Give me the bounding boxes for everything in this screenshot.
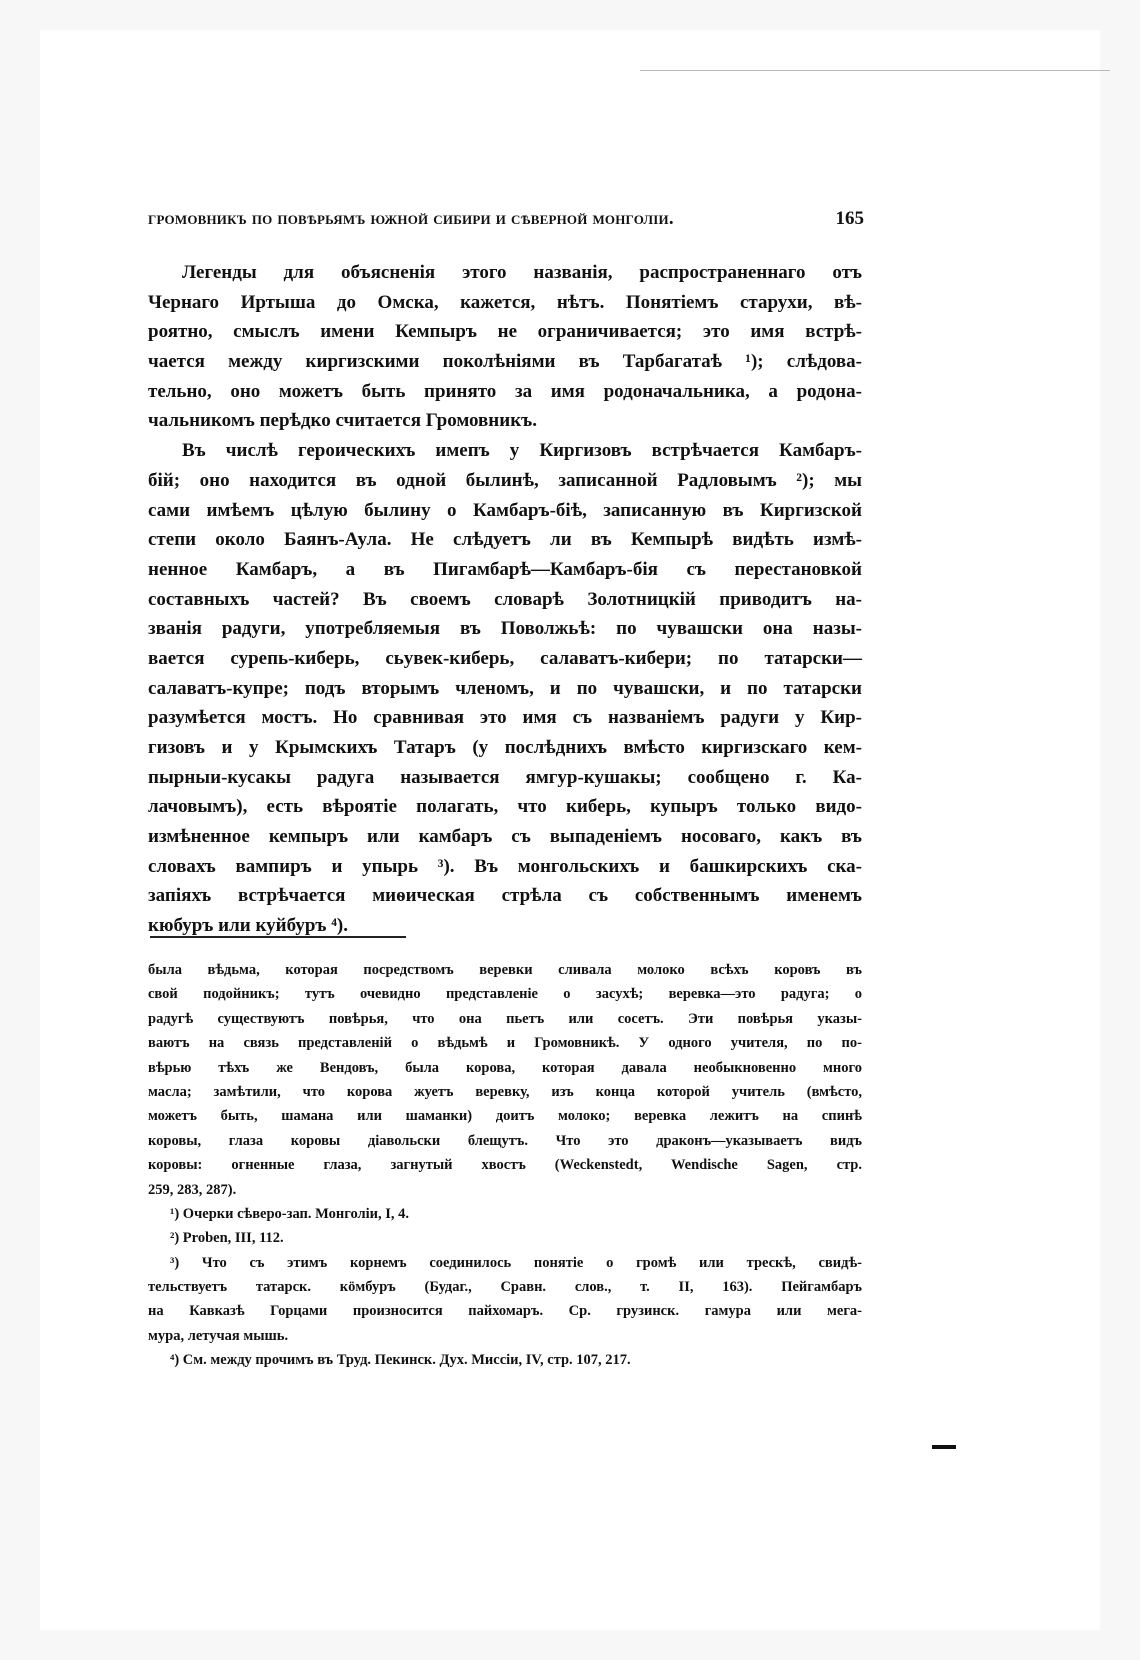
footnote-line: свой подойникъ; тутъ очевидно представленіе о засухѣ; веревка—это радуга; о xyxy=(148,986,862,1003)
running-header xyxy=(148,208,864,230)
running-title: громовникъ по повѣрьямъ южной сибири и сѣверной монголіи. xyxy=(148,208,674,229)
text-line: лачовымъ), есть вѣроятіе полагать, что киберь, купыръ только видо- xyxy=(148,796,862,818)
text-line: пырныи-кусакы радуга называется ямгур-кушакы; сообщено г. Ка- xyxy=(148,766,862,788)
text-line: словахъ вампиръ и упырь ³). Въ монгольскихъ и башкирскихъ ска- xyxy=(148,855,862,877)
footnote-4: ⁴) См. между прочимъ въ Труд. Пекинск. Дух. Миссіи, IV, стр. 107, 217. xyxy=(170,1352,631,1369)
text-line: салаватъ-купре; подъ вторымъ членомъ, и по чувашски, и по татарски xyxy=(148,677,862,699)
footnote-line: ваютъ на связь представленій о вѣдьмѣ и Громовникѣ. У одного учителя, по по- xyxy=(148,1035,862,1052)
text-line: запіяхъ встрѣчается миѳическая стрѣла съ собственнымъ именемъ xyxy=(148,885,862,907)
main-text xyxy=(148,258,862,941)
text-line: роятно, смыслъ имени Кемпыръ не ограничивается; это имя встрѣ- xyxy=(148,321,862,343)
text-line: тельно, оно можетъ быть принято за имя родоначальника, а родона- xyxy=(148,380,862,402)
footnote-2: ²) Proben, III, 112. xyxy=(170,1230,284,1247)
footnote-3: ³) Что съ этимъ корнемъ соединилось понятіе о громѣ или трескѣ, свидѣ- xyxy=(170,1254,862,1271)
text-line: гизовъ и у Крымскихъ Татаръ (у послѣднихъ вмѣсто киргизскаго кем- xyxy=(148,737,862,758)
footnote-separator xyxy=(150,936,406,938)
footnote-line: тельствуетъ татарск. кӧмбуръ (Будаг., Сравн. слов., т. II, 163). Пейгамбаръ xyxy=(148,1279,862,1296)
footnote-line: масла; замѣтили, что корова жуетъ веревку, изъ конца которой учитель (вмѣсто, xyxy=(148,1083,862,1100)
text-line: вается сурепь-киберь, сьувек-киберь, салаватъ-кибери; по татарски— xyxy=(148,647,862,669)
text-line: званія радуги, употребляемыя въ Поволжьѣ: по чувашски она назы- xyxy=(148,618,862,640)
text-line: Въ числѣ героическихъ имепъ у Киргизовъ встрѣчается Камбаръ- xyxy=(182,440,862,462)
text-line: разумѣется мостъ. Но сравнивая это имя съ названіемъ радуги у Кир- xyxy=(148,707,862,729)
footnote-line: радугѣ существуютъ повѣрья, что она пьетъ или сосетъ. Эти повѣрья указы- xyxy=(148,1010,862,1027)
text-line: чальникомъ перѣдко считается Громовникъ. xyxy=(148,410,537,432)
footnote-line: коровы, глаза коровы діавольски блещутъ. Что это драконъ—указываетъ видъ xyxy=(148,1132,862,1149)
footnote-line: можетъ быть, шамана или шаманки) доитъ молоко; веревка лежитъ на спинѣ xyxy=(148,1108,862,1125)
text-line: ненное Камбаръ, а въ Пигамбарѣ—Камбаръ-бія съ перестановкой xyxy=(148,558,862,580)
text-line: степи около Баянъ-Аула. Не слѣдуетъ ли въ Кемпырѣ видѣть измѣ- xyxy=(148,529,862,551)
text-line: чается между киргизскими поколѣніями въ Тарбагатаѣ ¹); слѣдова- xyxy=(148,351,862,373)
footnote-line: коровы: огненные глаза, загнутый хвостъ (Weckenstedt, Wendische Sagen, стр. xyxy=(148,1157,862,1174)
footnote-line: 259, 283, 287). xyxy=(148,1181,237,1198)
scan-edge-line xyxy=(640,70,1110,71)
footnote-1: ¹) Очерки сѣверо-зап. Монголіи, I, 4. xyxy=(170,1205,410,1222)
text-line: бій; оно находится въ одной былинѣ, записанной Радловымъ ²); мы xyxy=(148,469,862,491)
footnote-line: была вѣдьма, которая посредствомъ веревки сливала молоко всѣхъ коровъ въ xyxy=(148,962,862,978)
text-line: Чернаго Иртыша до Омска, кажется, нѣтъ. Понятіемъ старухи, вѣ- xyxy=(148,291,862,313)
text-line: измѣненное кемпыръ или камбаръ съ выпаденіемъ носоваго, какъ въ xyxy=(148,826,862,848)
text-line: Легенды для объясненія этого названія, распространеннаго отъ xyxy=(182,262,862,283)
footnote-line: на Кавказѣ Горцами произносится пайхомаръ. Ср. грузинск. гамура или мега- xyxy=(148,1303,862,1320)
footnote-line: вѣрью тѣхъ же Вендовъ, была корова, которая давала необыкновенно много xyxy=(148,1059,862,1076)
text-line: кюбуръ или куйбуръ ⁴). xyxy=(148,915,349,937)
page-number: 165 xyxy=(835,208,864,229)
scan-mark xyxy=(932,1445,956,1449)
text-line: сами имѣемъ цѣлую былину о Камбаръ-біѣ, записанную въ Киргизской xyxy=(148,499,862,521)
text-line: составныхъ частей? Въ своемъ словарѣ Золотницкій приводитъ на- xyxy=(148,588,862,610)
footnotes xyxy=(148,958,862,1373)
footnote-line: мура, летучая мышь. xyxy=(148,1327,289,1344)
